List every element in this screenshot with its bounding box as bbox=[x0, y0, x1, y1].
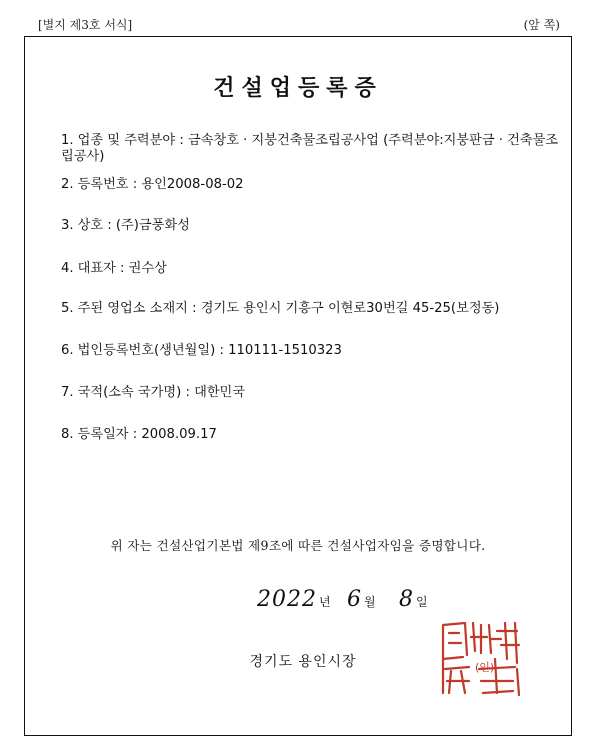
issue-day-value: 8 bbox=[399, 587, 414, 612]
item-company-name: 3. 상호 : (주)금풍화성 bbox=[61, 218, 190, 233]
item-registration-number: 2. 등록번호 : 용인2008-08-02 bbox=[61, 177, 244, 192]
certification-statement: 위 자는 건설산업기본법 제9조에 따른 건설사업자임을 증명합니다. bbox=[110, 538, 486, 553]
item-label: 대표자 bbox=[77, 261, 116, 276]
item-value: (주)금풍화성 bbox=[115, 218, 190, 233]
official-seal-icon bbox=[435, 619, 525, 699]
item-number: 5. bbox=[61, 301, 74, 316]
item-number: 4. bbox=[61, 261, 74, 276]
item-label: 주된 영업소 소재지 bbox=[77, 301, 188, 316]
certificate-frame bbox=[24, 36, 572, 736]
item-value: 대한민국 bbox=[194, 385, 246, 400]
item-label: 상호 bbox=[77, 218, 104, 233]
item-representative: 4. 대표자 : 권수상 bbox=[61, 261, 167, 276]
item-label: 등록번호 bbox=[77, 177, 129, 192]
item-number: 7. bbox=[61, 385, 74, 400]
item-corporate-registration: 6. 법인등록번호(생년월일) : 110111-1510323 bbox=[61, 343, 342, 358]
page-side-label: (앞 쪽) bbox=[523, 18, 560, 32]
item-value: 110111-1510323 bbox=[228, 343, 342, 358]
month-unit: 월 bbox=[364, 595, 376, 609]
issue-year bbox=[257, 587, 331, 612]
item-business-type: 1. 업종 및 주력분야 : 금속창호 · 지붕건축물조립공사업 (주력분야:지붕판금 · 건축물조립공사) bbox=[61, 133, 559, 164]
item-value: 금속창호 · 지붕건축물조립공사업 (주력분야:지붕판금 · 건축물조립공사) bbox=[61, 133, 559, 164]
form-number-label: [별지 제3호 서식] bbox=[38, 18, 133, 32]
issuer-name: 경기도 용인시장 bbox=[249, 654, 357, 670]
item-number: 3. bbox=[61, 218, 74, 233]
item-value: 경기도 용인시 기흥구 이현로30번길 45-25(보정동) bbox=[200, 301, 500, 316]
issue-day bbox=[399, 587, 428, 612]
item-number: 6. bbox=[61, 343, 74, 358]
item-office-address: 5. 주된 영업소 소재지 : 경기도 용인시 기흥구 이현로30번길 45-25(보정동) bbox=[61, 301, 500, 316]
issue-month bbox=[347, 587, 376, 612]
item-label: 법인등록번호(생년월일) bbox=[77, 343, 216, 358]
item-label: 등록일자 bbox=[77, 427, 129, 442]
item-nationality: 7. 국적(소속 국가명) : 대한민국 bbox=[61, 385, 246, 400]
item-number: 8. bbox=[61, 427, 74, 442]
item-label: 국적(소속 국가명) bbox=[77, 385, 182, 400]
item-value: 용인2008-08-02 bbox=[141, 177, 244, 192]
item-number: 1. bbox=[61, 133, 74, 148]
item-label: 업종 및 주력분야 bbox=[77, 133, 176, 148]
issue-month-value: 6 bbox=[347, 587, 362, 612]
item-registration-date: 8. 등록일자 : 2008.09.17 bbox=[61, 427, 217, 442]
day-unit: 일 bbox=[416, 595, 428, 609]
issue-year-value: 2022 bbox=[257, 587, 317, 612]
document-title: 건설업등록증 bbox=[213, 76, 383, 101]
item-value: 권수상 bbox=[128, 261, 167, 276]
year-unit: 년 bbox=[319, 595, 331, 609]
item-number: 2. bbox=[61, 177, 74, 192]
item-value: 2008.09.17 bbox=[141, 427, 217, 442]
seal-mark-text: (인) bbox=[475, 661, 495, 674]
